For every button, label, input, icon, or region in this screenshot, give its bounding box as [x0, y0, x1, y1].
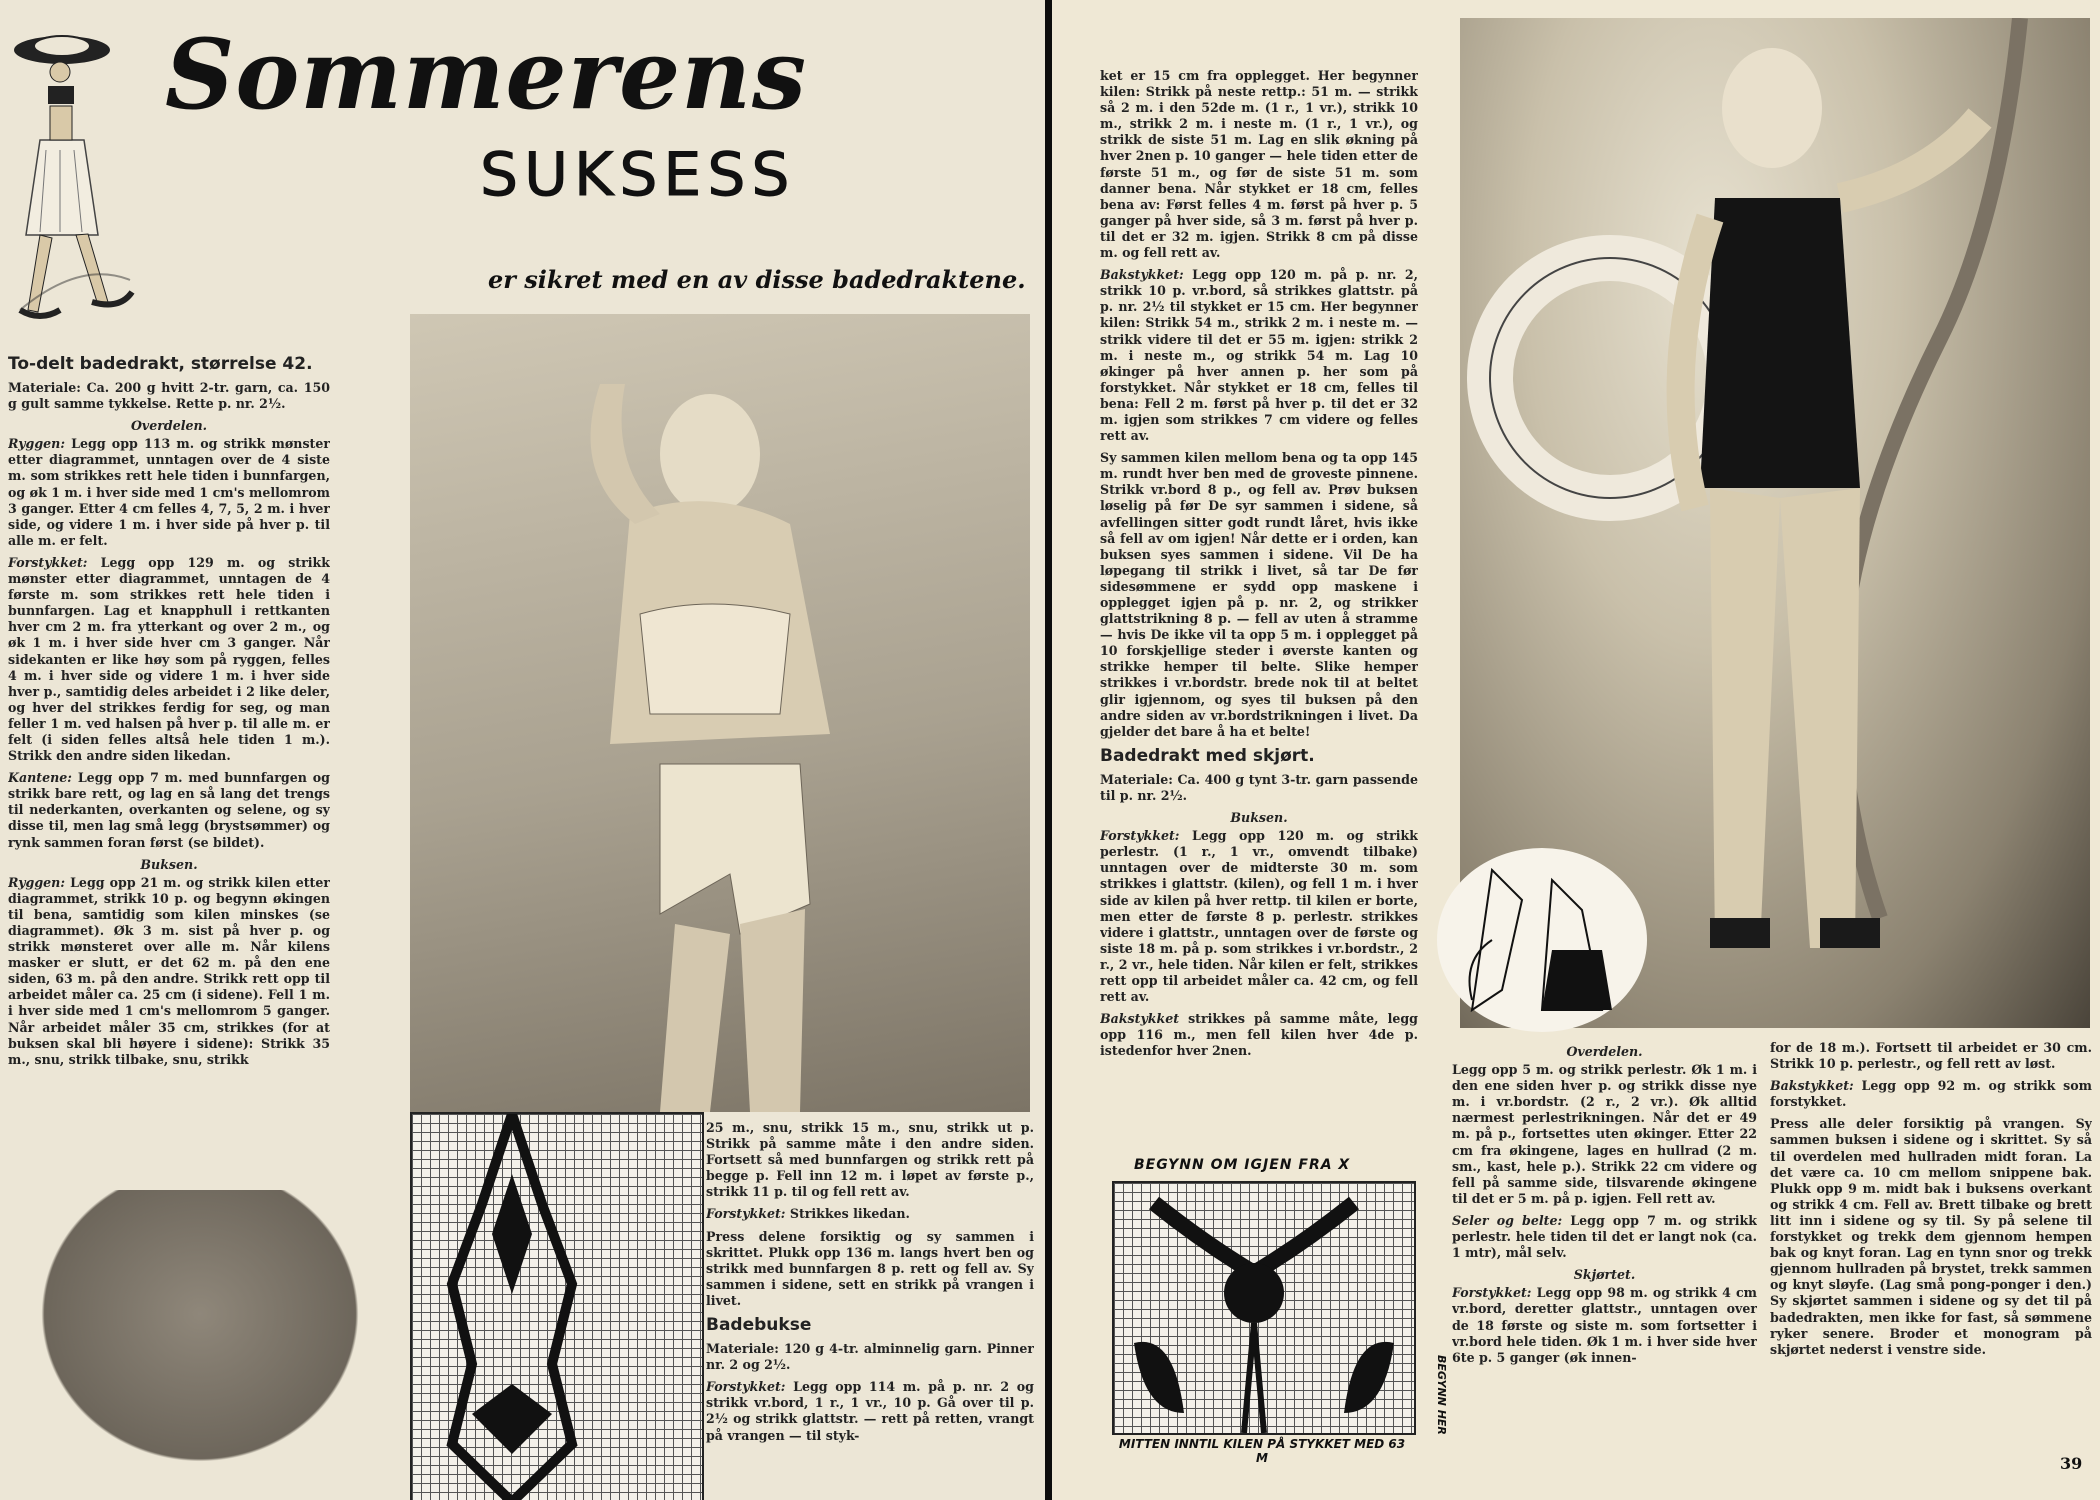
title-block: SUKSESS	[480, 140, 796, 210]
instructions-column-1	[1100, 68, 1418, 1168]
paragraph: Materiale: Ca. 400 g tynt 3-tr. garn passende til p. nr. 2½.	[1100, 771, 1418, 803]
paragraph	[1100, 828, 1418, 1005]
two-piece-swimsuit-photo	[410, 314, 1030, 1112]
section-heading: Badedrakt med skjørt.	[1100, 745, 1315, 766]
paragraph	[8, 555, 330, 764]
paragraph-text: Strikkes likedan.	[789, 1206, 910, 1222]
subsection-heading: Overdelen.	[1566, 1044, 1643, 1059]
paragraph-text: Legg opp 21 m. og strikk kilen etter diagrammet, strikk 10 p. og begynn økingen til bena, samtidig som kilen minskes (se diagrammet). Øk 3 m. sist på hver p. og strikk mønsteret over alle m. Når kilens masker er slutt, er det 62 m. på den ene siden, 63 m. på den andre. Strikk rett opp til arbeidet måler ca. 25 cm (i sidene). Fell 1 m. i hver side med 1 cm's mellomrom 5 ganger. Når arbeidet måler 35 cm, strikkes (for at buksen skal bli høyere i sidene): Strikk 35 m., snu, strikk tilbake, snu, strikk	[8, 874, 330, 1067]
paragraph	[1770, 1078, 2092, 1110]
paragraph: Materiale: 120 g 4-tr. alminnelig garn. Pinner nr. 2 og 2½.	[706, 1341, 1034, 1373]
paragraph-text: Legg opp 129 m. og strikk mønster etter diagrammet, unntagen de 4 første m. som strikkes rett hele tiden i bunnfargen. Lag et knapphull i rettkanten hver cm 2 m. fra ytterkant og over 2 m., og øk 1 m. i hver side hver cm 3 ganger. Når sidekanten er like høy som på ryggen, felles 4 m. i hver side og videre 1 m. i hver side hver p., samtidig deles arbeidet i 2 like deler, og hver del strikkes ferdig for seg, og man feller 1 m. ved halsen på hver p. til alle m. er felt (i siden felles altså hele tiden 1 m.). Strikk den andre siden likedan.	[8, 554, 330, 764]
lead-label: Seler og belte:	[1452, 1212, 1563, 1228]
instructions-column-2	[1452, 1040, 1757, 1480]
paragraph	[1100, 267, 1418, 444]
paragraph: for de 18 m.). Fortsett til arbeidet er 30 cm. Strikk 10 p. perlestr., og fell rett av løst.	[1770, 1040, 2092, 1072]
lead-label: Forstykket:	[8, 554, 88, 570]
subsection-heading: Overdelen.	[130, 418, 208, 434]
paragraph: Legg opp 5 m. og strikk perlestr. Øk 1 m. i den ene siden hver p. og strikk disse nye m. i vr.bordstr. (2 r., 2 vr.). Øk alltid nærmest perlestrikningen. Når det er 49 m. på p., fortsettes uten økinger. Etter 22 cm fra økingene, lages en hullrad (2 m. sm., kast, hele p.). Strikk 22 cm videre og fell på samme side, tilsvarende økingene til det er 5 m. på p. igjen. Fell rett av.	[1452, 1062, 1757, 1206]
lead-label: Bakstykket	[1100, 1011, 1180, 1027]
subtitle: er sikret med en av disse badedraktene.	[488, 265, 1026, 294]
knitted-briefs-photo	[0, 1190, 400, 1500]
title-script: Sommerens	[165, 18, 808, 131]
lead-label: Forstykket:	[706, 1379, 786, 1395]
subsection-heading: Buksen.	[1230, 810, 1288, 826]
fashion-sketch-illustration	[0, 10, 150, 340]
lead-label: Bakstykket:	[1770, 1078, 1854, 1094]
paragraph: 25 m., snu, strikk 15 m., snu, strikk ut p. Strikk på samme måte i den andre siden. Fortsett så med bunnfargen og strikk rett på begge p. Fell inn 12 m. i løpet av første p., strikk 11 p. til og fell rett av.	[706, 1120, 1034, 1200]
paragraph	[706, 1206, 1034, 1222]
model-silhouette	[410, 314, 1030, 1112]
page-gutter	[1045, 0, 1052, 1500]
lead-label: Ryggen:	[8, 874, 65, 890]
lead-label: Ryggen:	[8, 436, 65, 452]
lead-label: Forstykket:	[706, 1206, 786, 1222]
paragraph-text: Legg opp 7 m. og strikk perlestr. hele tiden til det er langt nok (ca. 1 mtr), mål selv.	[1452, 1212, 1757, 1261]
paragraph	[8, 436, 330, 549]
chart-grid	[1112, 1181, 1416, 1435]
lead-label: Kantene:	[8, 770, 72, 786]
paragraph-text: Legg opp 120 m. og strikk perlestr. (1 r., 1 vr., omvendt tilbake) unntagen over de midterste 30 m. som strikkes i glattstr. (kilen), og fell 1 m. i hver side av kilen på hver rettp. til kilen er borte, men etter de første 8 p. perlestr. strikkes videre i glattstr., unntagen over de første og siste 18 m. på p. som strikkes i vr.bordstr., 2 r., 2 vr., hele tiden. Når kilen er felt, strikkes rett opp til arbeidet måler ca. 42 cm, og fell rett av.	[1100, 828, 1418, 1005]
paragraph	[1452, 1213, 1757, 1261]
paragraph-text: Legg opp 120 m. på p. nr. 2, strikk 10 p. vr.bord, så strikkes glattstr. på p. nr. 2½ til stykket er 15 cm. Her begynner kilen: Strikk 54 m., strikk 2 m. i neste m. — strikk videre til det er 55 m. igjen: strikk 2 m. i neste m., og strikk 54 m. Lag 10 økinger på hver annen p. her som på forstykket. Når stykket er 18 cm, felles til bena: Fell 2 m. først på hver p. til det er 32 m. igjen som strikkes 7 cm videre og felles rett av.	[1100, 267, 1418, 444]
instructions-column-1	[8, 350, 330, 1190]
instructions-column-2	[706, 1120, 1034, 1500]
paragraph-text: Legg opp 113 m. og strikk mønster etter diagrammet, unntagen over de 4 siste m. som strikkes rett hele tiden i bunnfargen, og øk 1 m. i hver side med 1 cm's mellomrom 3 ganger. Etter 4 cm felles 4, 7, 5, 2 m. i hver side, og videre 1 m. i hver side på hver p. til alle m. er felt.	[8, 436, 330, 548]
chart-top-label: BEGYNN OM IGJEN FRA X	[1134, 1157, 1351, 1173]
chart-motif	[412, 1114, 702, 1500]
knitting-chart-right	[1092, 1145, 1472, 1495]
knitting-chart-left	[410, 1112, 704, 1500]
section-heading: To-delt badedrakt, størrelse 42.	[8, 354, 313, 374]
subsection-heading: Skjørtet.	[1573, 1267, 1636, 1283]
skirt-swimsuit-sketch	[1432, 840, 1652, 1040]
lead-label: Bakstykket:	[1100, 267, 1184, 283]
left-page	[0, 0, 1045, 1500]
paragraph	[1100, 1011, 1418, 1059]
paragraph: Press delene forsiktig og sy sammen i skrittet. Plukk opp 136 m. langs hvert ben og strikk med bunnfargen 8 p. rett og fell av. Sy sammen i sidene, sett en strikk på vrangen i livet.	[706, 1228, 1034, 1308]
right-page	[1052, 0, 2100, 1500]
paragraph	[706, 1379, 1034, 1443]
page-number: 39	[2060, 1454, 2083, 1473]
paragraph	[8, 770, 330, 850]
chart-bottom-label: MITTEN INNTIL KILEN PÅ STYKKET MED 63 M	[1118, 1437, 1406, 1465]
paragraph-text: Legg opp 98 m. og strikk 4 cm vr.bord, deretter glattstr., unntagen over de 18 første og siste m. som fortsetter i vr.bord hele tiden. Øk 1 m. i hver side hver 6te p. 5 ganger (øk innen-	[1452, 1285, 1757, 1365]
paragraph: ket er 15 cm fra opplegget. Her begynner kilen: Strikk på neste rettp.: 51 m. — strikk så 2 m. i den 52de m. (1 r., 1 vr.), strikk 10 m., strikk 2 m. i neste m. (1 r., 1 vr.), og strikk de siste 51 m. Lag en slik økning på hver 2nen p. 10 ganger — hele tiden etter de første 51 m., og før de siste 51 m. som danner bena. Når stykket er 18 cm, felles bena av: Først felles 4 m. først på hver p. 5 ganger på hver side, så 3 m. først på hver p. til det er 32 m. igjen. Strikk 8 cm på disse m. og fell rett av.	[1100, 68, 1418, 261]
paragraph-text: Legg opp 114 m. på p. nr. 2 og strikk vr.bord, 1 r., 1 vr., 10 p. Gå over til p. 2½ og strikk glattstr. — rett på retten, vrangt på vrangen — til styk-	[706, 1379, 1034, 1443]
lead-label: Forstykket:	[1100, 828, 1180, 844]
paragraph-text: Legg opp 7 m. med bunnfargen og strikk bare rett, og lag en så lang det trengs til nederkanten, overkanten og selene, og sy disse til, men lag små legg (brystsømmer) og rynk sammen foran først (se bildet).	[8, 770, 330, 850]
paragraph: Sy sammen kilen mellom bena og ta opp 145 m. rundt hver ben med de groveste pinnene. Strikk vr.bord 8 p., og fell av. Prøv buksen løselig på før De syr sammen i sidene, så avfellingen sitter godt rundt låret, hvis ikke så fell av om igjen! Når dette er i orden, kan buksen syes sammen i sidene. Vil De ha løpegang til strikk i livet, så tar De før sidesømmene er sydd opp maskene i opplegget igjen på p. nr. 2, og strikker glattstrikning 8 p. — fell av uten å stramme — hvis De ikke vil ta opp 5 m. i opplegget på 10 forskjellige steder i øverste kanten og strikke hemper til belte. Slike hemper strikkes i vr.bordstr. brede nok til at beltet glir igjennom, og syes til buksen på den andre siden av vr.bordstrikningen i livet. Da gjelder det bare å ha et belte!	[1100, 450, 1418, 739]
paragraph-text: strikkes på samme måte, legg opp 116 m., men fell kilen hver 4de p. istedenfor hver 2nen.	[1100, 1011, 1418, 1059]
paragraph	[1452, 1285, 1757, 1365]
lead-label: Forstykket:	[1452, 1285, 1532, 1301]
paragraph	[8, 875, 330, 1068]
instructions-column-3	[1770, 1040, 2092, 1440]
chart-motif	[1114, 1183, 1414, 1433]
paragraph: Press alle deler forsiktig på vrangen. Sy sammen buksen i sidene og i skrittet. Sy så til overdelen med hullraden midt foran. La det være ca. 10 cm mellom snippene bak. Plukk opp 9 m. midt bak i buksens overkant og strikk 4 cm. Fell av. Brett tilbake og brett litt inn i sidene og sy til. Sy på selene til forstykket og trekk dem gjennom hempen bak og knyt foran. Lag en tynn snor og trekk gjennom hullraden på brystet, trekk sammen og knyt sløyfe. (Lag små pong-ponger i den.) Sy skjørtet sammen i sidene og sy det til på badedrakten, men ikke for fast, så sømmene ryker senere. Broder et monogram på skjørtet nederst i venstre side.	[1770, 1116, 2092, 1357]
paragraph: Materiale: Ca. 200 g hvitt 2-tr. garn, ca. 150 g gult samme tykkelse. Rette p. nr. 2½.	[8, 380, 330, 412]
subsection-heading: Buksen.	[140, 856, 198, 872]
chart-side-label: BEGYNN HER	[1435, 1355, 1448, 1435]
section-heading: Badebukse	[706, 1315, 812, 1336]
paragraph-text: Legg opp 92 m. og strikk som forstykket.	[1770, 1078, 2092, 1110]
